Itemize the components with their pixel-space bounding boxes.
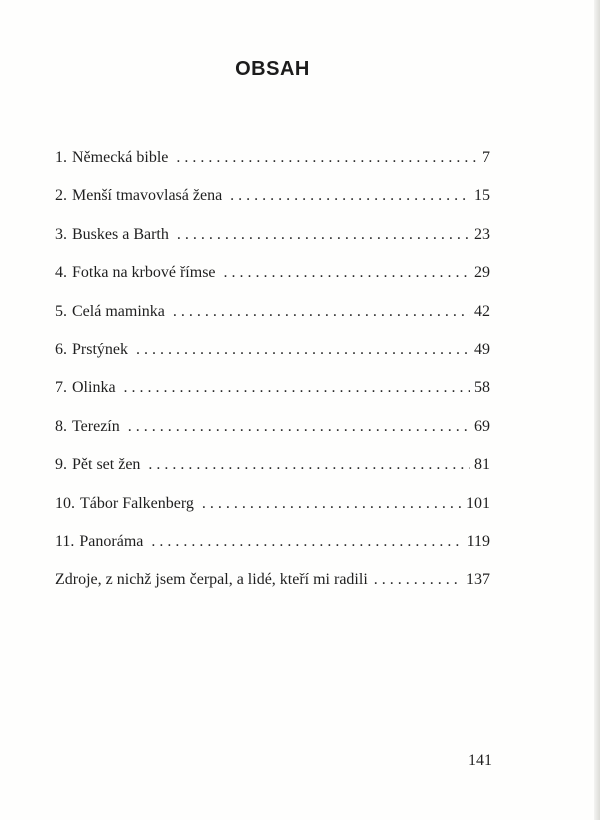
dot-leader — [148, 455, 470, 475]
toc-entry — [55, 455, 490, 493]
toc-entry-title: Panoráma — [79, 532, 144, 550]
toc-entry-page: 58 — [474, 379, 490, 397]
dot-leader — [177, 225, 470, 245]
dot-leader — [128, 417, 470, 437]
toc-entry — [55, 263, 490, 301]
toc-entry — [55, 148, 490, 186]
toc-entry-page: 29 — [474, 264, 490, 282]
toc-entry-number: 6. — [55, 340, 67, 358]
dot-leader — [202, 494, 462, 514]
toc-entry-title: Tábor Falkenberg — [80, 494, 194, 512]
toc-entry-page: 15 — [474, 187, 490, 205]
page-edge-shadow — [594, 0, 600, 820]
toc-entry-page: 81 — [474, 456, 490, 474]
dot-leader — [151, 532, 462, 552]
toc-entry-title: Pět set žen — [72, 456, 141, 474]
toc-entry — [55, 494, 490, 532]
toc-entry — [55, 186, 490, 224]
toc-entry-number: 10. — [55, 494, 75, 512]
page-number: 141 — [468, 752, 492, 769]
toc-entry-page: 101 — [466, 494, 490, 512]
toc-entry-title: Německá bible — [72, 149, 169, 166]
toc-entry-page: 49 — [474, 340, 490, 358]
toc-entry-number: 1. — [55, 149, 67, 166]
toc-entry-page: 23 — [474, 225, 490, 243]
toc-entry-title: Prstýnek — [72, 340, 128, 358]
table-of-contents — [55, 148, 490, 609]
dot-leader — [124, 378, 470, 398]
toc-entry — [55, 225, 490, 263]
toc-entry-title: Fotka na krbové římse — [72, 264, 216, 282]
dot-leader — [136, 340, 470, 360]
toc-entry-page: 119 — [466, 532, 490, 550]
toc-entry-number: 5. — [55, 302, 67, 320]
toc-entry-page: 137 — [466, 571, 490, 589]
toc-entry-number: 7. — [55, 379, 67, 397]
toc-entry-title: Zdroje, z nichž jsem čerpal, a lidé, kteří mi radili — [55, 571, 368, 589]
toc-entry-page: 42 — [474, 302, 490, 320]
toc-entry — [55, 378, 490, 416]
toc-entry-page: 7 — [482, 149, 490, 166]
toc-entry-number: 8. — [55, 417, 67, 435]
toc-entry-sources — [55, 570, 490, 608]
toc-entry-title: Terezín — [72, 417, 120, 435]
toc-entry — [55, 340, 490, 378]
toc-entry-number: 11. — [55, 532, 75, 550]
dot-leader — [173, 302, 470, 322]
toc-entry-title: Menší tmavovlasá žena — [72, 187, 223, 205]
toc-entry-page: 69 — [474, 417, 490, 435]
dot-leader — [230, 186, 470, 206]
page-title: OBSAH — [235, 58, 310, 80]
toc-entry — [55, 417, 490, 455]
toc-entry-number: 4. — [55, 264, 67, 282]
toc-entry-title: Celá maminka — [72, 302, 165, 320]
toc-entry-number: 2. — [55, 187, 67, 205]
toc-entry-number: 3. — [55, 225, 67, 243]
toc-entry-number: 9. — [55, 456, 67, 474]
toc-entry-title: Buskes a Barth — [72, 225, 169, 243]
toc-entry — [55, 302, 490, 340]
toc-entry — [55, 532, 490, 570]
dot-leader — [224, 263, 470, 283]
dot-leader — [176, 148, 478, 168]
dot-leader — [374, 570, 462, 590]
toc-entry-title: Olinka — [72, 379, 116, 397]
